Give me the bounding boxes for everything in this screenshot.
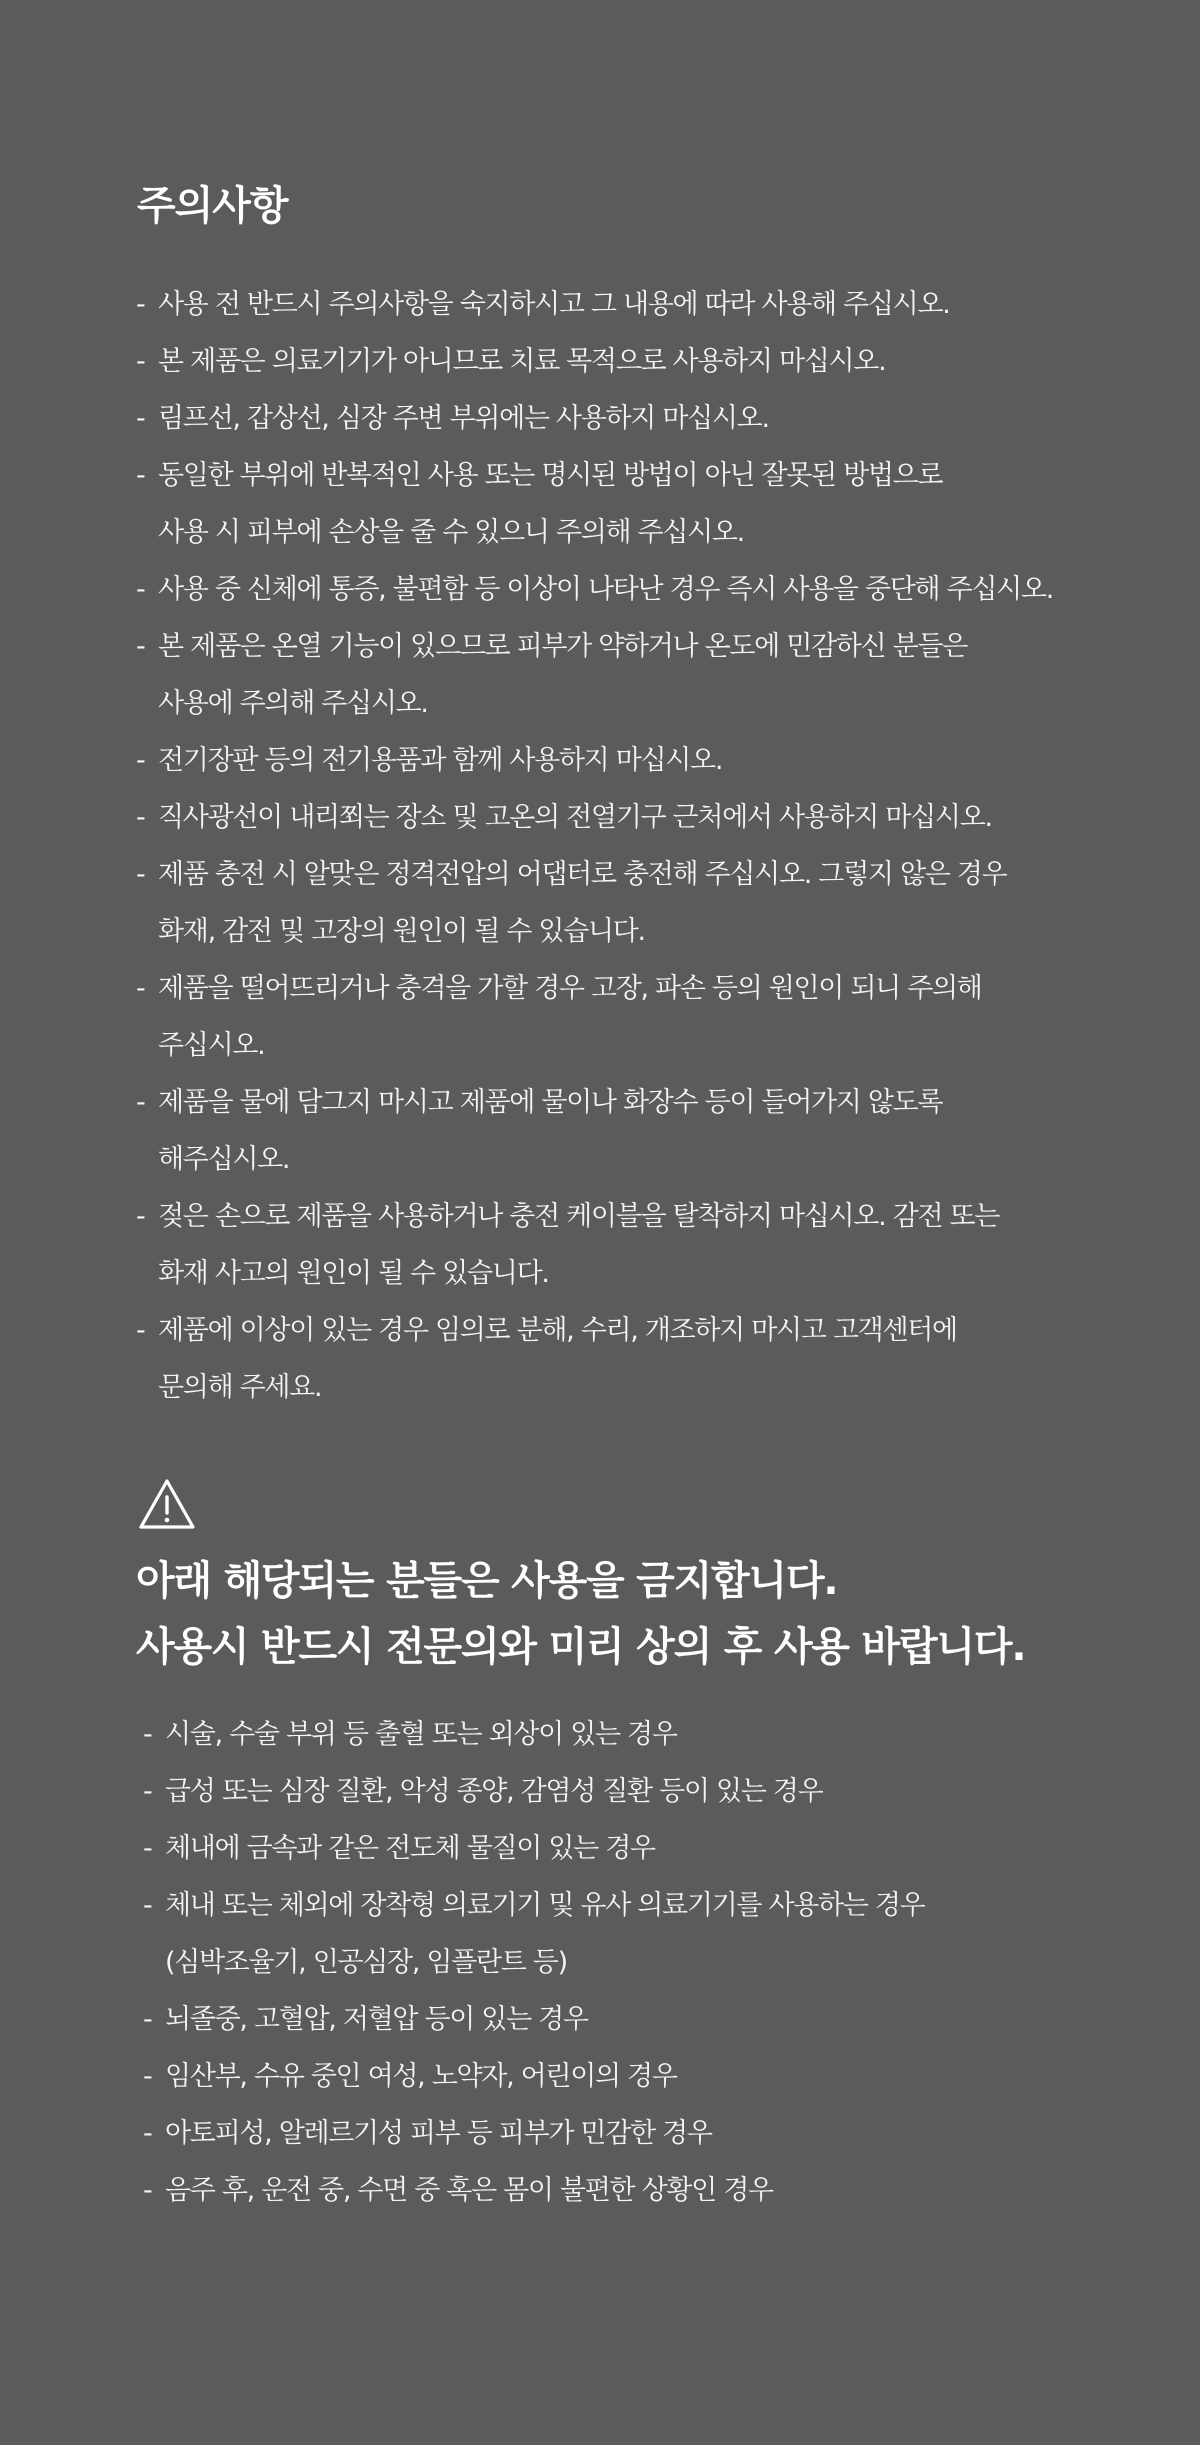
- caution-item: [136, 960, 1176, 1074]
- prohibited-text: 시술, 수술 부위 등 출혈 또는 외상이 있는 경우: [165, 1719, 677, 1750]
- bullet-dash: -: [136, 1315, 145, 1346]
- prohibited-item: [143, 1820, 1173, 1877]
- prohibited-item: [143, 1706, 1173, 1763]
- bullet-dash: -: [136, 1087, 145, 1118]
- bullet-dash: -: [136, 1201, 145, 1232]
- prohibited-text: 음주 후, 운전 중, 수면 중 혹은 몸이 불편한 상황인 경우: [165, 2175, 773, 2206]
- prohibited-text: 아토피성, 알레르기성 피부 등 피부가 민감한 경우: [165, 2118, 712, 2149]
- caution-text-continued: 화재 사고의 원인이 될 수 있습니다.: [158, 1258, 549, 1289]
- caution-text: 림프선, 갑상선, 심장 주변 부위에는 사용하지 마십시오.: [158, 403, 769, 434]
- prohibited-item: [143, 2105, 1173, 2162]
- caution-text: 젖은 손으로 제품을 사용하거나 충전 케이블을 탈착하지 마십시오. 감전 또는: [158, 1201, 1000, 1232]
- caution-item: [136, 732, 1176, 789]
- caution-text: 직사광선이 내리쬐는 장소 및 고온의 전열기구 근처에서 사용하지 마십시오.: [158, 802, 992, 833]
- caution-text-continued: 사용에 주의해 주십시오.: [158, 688, 428, 719]
- bullet-dash: -: [136, 346, 145, 377]
- prohibited-heading-line-2: 사용시 반드시 전문의와 미리 상의 후 사용 바랍니다.: [136, 1624, 1026, 1670]
- prohibited-text-continued: (심박조율기, 인공심장, 임플란트 등): [165, 1947, 567, 1978]
- caution-text: 사용 중 신체에 통증, 불편함 등 이상이 나타난 경우 즉시 사용을 중단해 주십시오.: [158, 574, 1053, 605]
- bullet-dash: -: [143, 2004, 152, 2035]
- prohibited-item: [143, 1763, 1173, 1820]
- caution-item: [136, 1074, 1176, 1188]
- bullet-dash: -: [136, 973, 145, 1004]
- bullet-dash: -: [143, 1833, 152, 1864]
- caution-text: 전기장판 등의 전기용품과 함께 사용하지 마십시오.: [158, 745, 723, 776]
- caution-item: [136, 390, 1176, 447]
- caution-text-continued: 화재, 감전 및 고장의 원인이 될 수 있습니다.: [158, 916, 645, 947]
- prohibited-item: [143, 2048, 1173, 2105]
- caution-item: [136, 846, 1176, 960]
- caution-item: [136, 333, 1176, 390]
- bullet-dash: -: [136, 631, 145, 662]
- prohibited-text: 체내 또는 체외에 장착형 의료기기 및 유사 의료기기를 사용하는 경우: [165, 1890, 925, 1921]
- prohibited-text: 급성 또는 심장 질환, 악성 종양, 감염성 질환 등이 있는 경우: [165, 1776, 823, 1807]
- cautions-list: [136, 276, 1176, 1416]
- caution-item: [136, 447, 1176, 561]
- bullet-dash: -: [143, 2175, 152, 2206]
- bullet-dash: -: [136, 460, 145, 491]
- bullet-dash: -: [136, 574, 145, 605]
- caution-text: 본 제품은 의료기기가 아니므로 치료 목적으로 사용하지 마십시오.: [158, 346, 886, 377]
- caution-item: [136, 789, 1176, 846]
- prohibited-heading-line-1: 아래 해당되는 분들은 사용을 금지합니다.: [136, 1558, 838, 1604]
- prohibited-text: 임산부, 수유 중인 여성, 노약자, 어린이의 경우: [165, 2061, 677, 2092]
- caution-text: 제품을 물에 담그지 마시고 제품에 물이나 화장수 등이 들어가지 않도록: [158, 1087, 943, 1118]
- caution-text: 본 제품은 온열 기능이 있으므로 피부가 약하거나 온도에 민감하신 분들은: [158, 631, 968, 662]
- prohibited-item: [143, 1991, 1173, 2048]
- caution-text: 제품에 이상이 있는 경우 임의로 분해, 수리, 개조하지 마시고 고객센터에: [158, 1315, 957, 1346]
- caution-text: 사용 전 반드시 주의사항을 숙지하시고 그 내용에 따라 사용해 주십시오.: [158, 289, 950, 320]
- bullet-dash: -: [136, 745, 145, 776]
- bullet-dash: -: [143, 1890, 152, 1921]
- caution-item: [136, 276, 1176, 333]
- bullet-dash: -: [136, 403, 145, 434]
- prohibited-users-heading: [136, 1548, 1176, 1680]
- caution-text: 제품 충전 시 알맞은 정격전압의 어댑터로 충전해 주십시오. 그렇지 않은 경우: [158, 859, 1007, 890]
- caution-item: [136, 1188, 1176, 1302]
- bullet-dash: -: [143, 1776, 152, 1807]
- caution-text-continued: 주십시오.: [158, 1030, 265, 1061]
- caution-text-continued: 해주십시오.: [158, 1144, 290, 1175]
- warning-triangle-icon: [137, 1477, 197, 1531]
- caution-text-continued: 문의해 주세요.: [158, 1372, 322, 1403]
- prohibited-text: 뇌졸중, 고혈압, 저혈압 등이 있는 경우: [165, 2004, 588, 2035]
- bullet-dash: -: [143, 1719, 152, 1750]
- prohibited-item: [143, 1877, 1173, 1991]
- caution-item: [136, 561, 1176, 618]
- caution-text-continued: 사용 시 피부에 손상을 줄 수 있으니 주의해 주십시오.: [158, 517, 744, 548]
- caution-text: 동일한 부위에 반복적인 사용 또는 명시된 방법이 아닌 잘못된 방법으로: [158, 460, 943, 491]
- caution-item: [136, 1302, 1176, 1416]
- caution-item: [136, 618, 1176, 732]
- bullet-dash: -: [143, 2061, 152, 2092]
- prohibited-item: [143, 2162, 1173, 2219]
- bullet-dash: -: [136, 859, 145, 890]
- bullet-dash: -: [136, 802, 145, 833]
- prohibited-text: 체내에 금속과 같은 전도체 물질이 있는 경우: [165, 1833, 655, 1864]
- cautions-title: 주의사항: [137, 183, 288, 229]
- prohibited-users-list: [143, 1706, 1173, 2219]
- bullet-dash: -: [136, 289, 145, 320]
- bullet-dash: -: [143, 2118, 152, 2149]
- caution-text: 제품을 떨어뜨리거나 충격을 가할 경우 고장, 파손 등의 원인이 되니 주의해: [158, 973, 982, 1004]
